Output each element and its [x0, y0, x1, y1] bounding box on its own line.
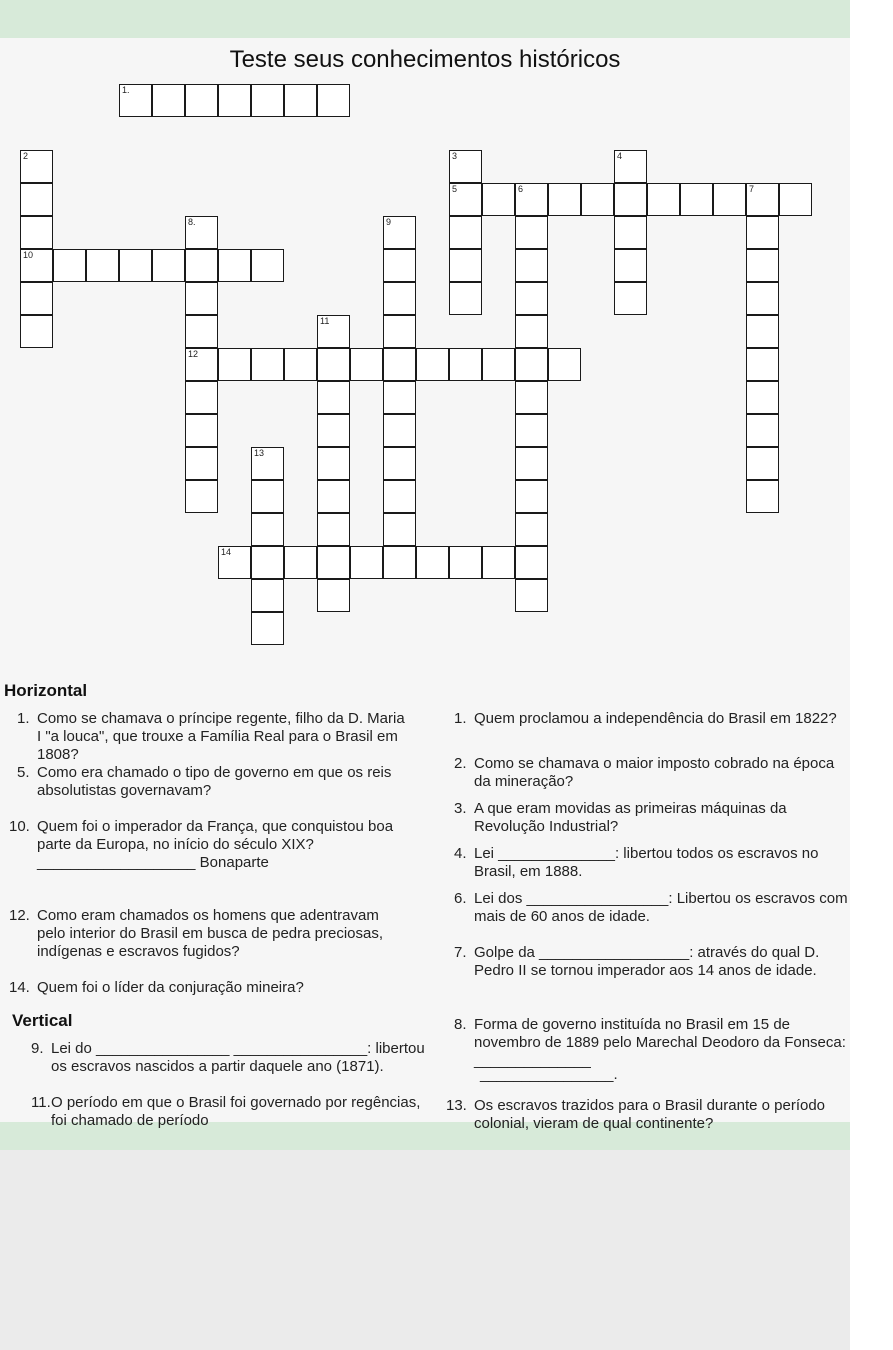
crossword-cell[interactable] [20, 282, 53, 315]
clue-h14: 14. Quem foi o líder da conjuração mineira? [9, 979, 304, 996]
crossword-cell[interactable] [284, 84, 317, 117]
crossword-cell[interactable] [251, 579, 284, 612]
crossword-cell[interactable] [185, 381, 218, 414]
clue-r8: 8. Forma de governo instituída no Brasil em 15 de novembro de 1889 pelo Marechal Deodoro da Fonseca: ______________ [454, 1016, 846, 1069]
crossword-cell[interactable] [284, 348, 317, 381]
crossword-cell[interactable] [383, 282, 416, 315]
crossword-cell[interactable] [614, 216, 647, 249]
crossword-cell[interactable] [317, 513, 350, 546]
crossword-cell[interactable] [185, 414, 218, 447]
cell-number: 4 [617, 151, 623, 161]
clue-v9: 9. Lei do ________________ ________________: libertou os escravos nascidos a partir daquele ano (1871). [31, 1040, 425, 1075]
crossword-cell[interactable] [218, 84, 251, 117]
crossword-cell[interactable] [614, 183, 647, 216]
cell-number: 10 [23, 250, 34, 260]
crossword-cell[interactable] [317, 84, 350, 117]
crossword-cell[interactable] [746, 216, 779, 249]
crossword-cell[interactable] [449, 348, 482, 381]
crossword-cell[interactable] [515, 381, 548, 414]
crossword-cell[interactable] [317, 579, 350, 612]
crossword-cell[interactable] [317, 546, 350, 579]
horizontal-heading: Horizontal [4, 681, 88, 700]
crossword-cell[interactable] [251, 546, 284, 579]
crossword-cell[interactable] [779, 183, 812, 216]
crossword-cell[interactable] [614, 150, 647, 183]
crossword-cell[interactable] [614, 282, 647, 315]
clue-r2: 2. Como se chamava o maior imposto cobrado na época da mineração? [454, 755, 835, 790]
crossword-cell[interactable] [647, 183, 680, 216]
clue-r6: 6. Lei dos _________________: Libertou os escravos com mais de 60 anos de idade. [454, 890, 848, 925]
clue-r1: 1. Quem proclamou a independência do Brasil em 1822? [454, 710, 837, 727]
crossword-cell[interactable] [383, 546, 416, 579]
crossword-cell[interactable] [383, 480, 416, 513]
crossword-cell[interactable] [251, 249, 284, 282]
crossword-cell[interactable] [746, 249, 779, 282]
crossword-cell[interactable] [251, 480, 284, 513]
crossword-cell[interactable] [449, 249, 482, 282]
clue-h1: 1. Como se chamava o príncipe regente, filho da D. Maria I "a louca", que trouxe a Família Real para o Brasil em 1808? [17, 710, 405, 763]
crossword-cell[interactable] [20, 315, 53, 348]
gray-footer-area [0, 1150, 850, 1350]
crossword-cell[interactable] [218, 348, 251, 381]
crossword-cell[interactable] [185, 348, 218, 381]
crossword-cell[interactable] [449, 282, 482, 315]
cell-number: 13 [254, 448, 265, 458]
crossword-cell[interactable] [317, 348, 350, 381]
crossword-cell[interactable] [746, 480, 779, 513]
crossword-cell[interactable] [515, 414, 548, 447]
crossword-cell[interactable] [449, 546, 482, 579]
crossword-cell[interactable] [383, 315, 416, 348]
crossword-cell[interactable] [86, 249, 119, 282]
crossword-cell[interactable] [20, 216, 53, 249]
clue-r7: 7. Golpe da __________________: através do qual D. Pedro II se tornou imperador aos 14 anos de idade. [454, 944, 820, 979]
crossword-cell[interactable] [20, 183, 53, 216]
crossword-cell[interactable] [548, 183, 581, 216]
crossword-cell[interactable] [515, 579, 548, 612]
cell-number: 9 [386, 217, 392, 227]
crossword-cell[interactable] [251, 447, 284, 480]
crossword-cell[interactable] [20, 249, 53, 282]
clue-h12: 12. Como eram chamados os homens que adentravam pelo interior do Brasil em busca de pedra preciosas, indígenas e escravos fugidos? [9, 907, 384, 960]
crossword-cell[interactable] [284, 546, 317, 579]
crossword-cell[interactable] [746, 381, 779, 414]
crossword-cell[interactable] [383, 381, 416, 414]
crossword-cell[interactable] [185, 282, 218, 315]
crossword-cell[interactable] [185, 315, 218, 348]
crossword-cell[interactable] [317, 480, 350, 513]
crossword-cell[interactable] [416, 348, 449, 381]
crossword-cell[interactable] [317, 315, 350, 348]
crossword-cell[interactable] [185, 480, 218, 513]
clue-r8-continuation: ________________. [480, 1066, 618, 1083]
vertical-heading: Vertical [12, 1011, 73, 1030]
crossword-cell[interactable] [218, 249, 251, 282]
crossword-cell[interactable] [383, 249, 416, 282]
crossword-cell[interactable] [680, 183, 713, 216]
crossword-grid [0, 0, 850, 660]
cell-number: 6 [518, 184, 524, 194]
crossword-cell[interactable] [449, 150, 482, 183]
crossword-cell[interactable] [746, 414, 779, 447]
crossword-cell[interactable] [119, 249, 152, 282]
crossword-cell[interactable] [383, 447, 416, 480]
crossword-cell[interactable] [350, 546, 383, 579]
crossword-cell[interactable] [251, 84, 284, 117]
clue-r4: 4. Lei ______________: libertou todos os escravos no Brasil, em 1888. [454, 845, 819, 880]
crossword-cell[interactable] [746, 315, 779, 348]
crossword-cell[interactable] [185, 216, 218, 249]
crossword-cell[interactable] [515, 282, 548, 315]
crossword-cell[interactable] [152, 84, 185, 117]
crossword-cell[interactable] [119, 84, 152, 117]
cell-number: 12 [188, 349, 199, 359]
crossword-cell[interactable] [416, 546, 449, 579]
crossword-cell[interactable] [482, 546, 515, 579]
crossword-cell[interactable] [746, 183, 779, 216]
crossword-cell[interactable] [515, 447, 548, 480]
crossword-cell[interactable] [581, 183, 614, 216]
crossword-cell[interactable] [548, 348, 581, 381]
clue-v11: 11. O período em que o Brasil foi governado por regências, foi chamado de período [31, 1094, 421, 1129]
crossword-cell[interactable] [317, 414, 350, 447]
clue-h5: 5. Como era chamado o tipo de governo em que os reis absolutistas governavam? [17, 764, 392, 799]
crossword-cell[interactable] [614, 249, 647, 282]
crossword-cell[interactable] [746, 348, 779, 381]
right-margin [850, 0, 893, 1350]
crossword-cell[interactable] [251, 612, 284, 645]
crossword-cell[interactable] [185, 84, 218, 117]
crossword-cell[interactable] [482, 183, 515, 216]
cell-number: 2 [23, 151, 29, 161]
crossword-cell[interactable] [515, 315, 548, 348]
crossword-cell[interactable] [152, 249, 185, 282]
clue-r3: 3. A que eram movidas as primeiras máquinas da Revolução Industrial? [454, 800, 787, 835]
crossword-cell[interactable] [515, 348, 548, 381]
crossword-cell[interactable] [383, 348, 416, 381]
crossword-cell[interactable] [746, 282, 779, 315]
crossword-cell[interactable] [383, 513, 416, 546]
crossword-cell[interactable] [449, 216, 482, 249]
crossword-cell[interactable] [713, 183, 746, 216]
page-title: Teste seus conhecimentos históricos [229, 46, 621, 73]
crossword-cell[interactable] [383, 216, 416, 249]
clue-r13: 13. Os escravos trazidos para o Brasil durante o período colonial, vieram de qual continente? [446, 1097, 826, 1132]
crossword-cell[interactable] [350, 348, 383, 381]
crossword-cell[interactable] [515, 216, 548, 249]
clue-h10: 10. Quem foi o imperador da França, que conquistou boa parte da Europa, no início do século XIX? ___________________ Bonaparte [9, 818, 394, 871]
cell-number: 1. [122, 85, 130, 95]
cell-number: 11 [320, 316, 330, 326]
crossword-cell[interactable] [383, 414, 416, 447]
crossword-cell[interactable] [482, 348, 515, 381]
cell-number: 3 [452, 151, 458, 161]
crossword-cell[interactable] [317, 447, 350, 480]
crossword-cell[interactable] [185, 447, 218, 480]
crossword-cell[interactable] [218, 546, 251, 579]
crossword-cell[interactable] [185, 249, 218, 282]
crossword-cell[interactable] [449, 183, 482, 216]
crossword-cell[interactable] [515, 183, 548, 216]
crossword-cell[interactable] [515, 249, 548, 282]
crossword-cell[interactable] [746, 447, 779, 480]
cell-number: 7 [749, 184, 755, 194]
crossword-cell[interactable] [515, 480, 548, 513]
crossword-cell[interactable] [20, 150, 53, 183]
cell-number: 14 [221, 547, 232, 557]
crossword-cell[interactable] [53, 249, 86, 282]
cell-number: 5 [452, 184, 458, 194]
crossword-cell[interactable] [251, 348, 284, 381]
crossword-cell[interactable] [515, 513, 548, 546]
cell-number: 8. [188, 217, 196, 227]
crossword-cell[interactable] [515, 546, 548, 579]
crossword-cell[interactable] [317, 381, 350, 414]
crossword-cell[interactable] [251, 513, 284, 546]
